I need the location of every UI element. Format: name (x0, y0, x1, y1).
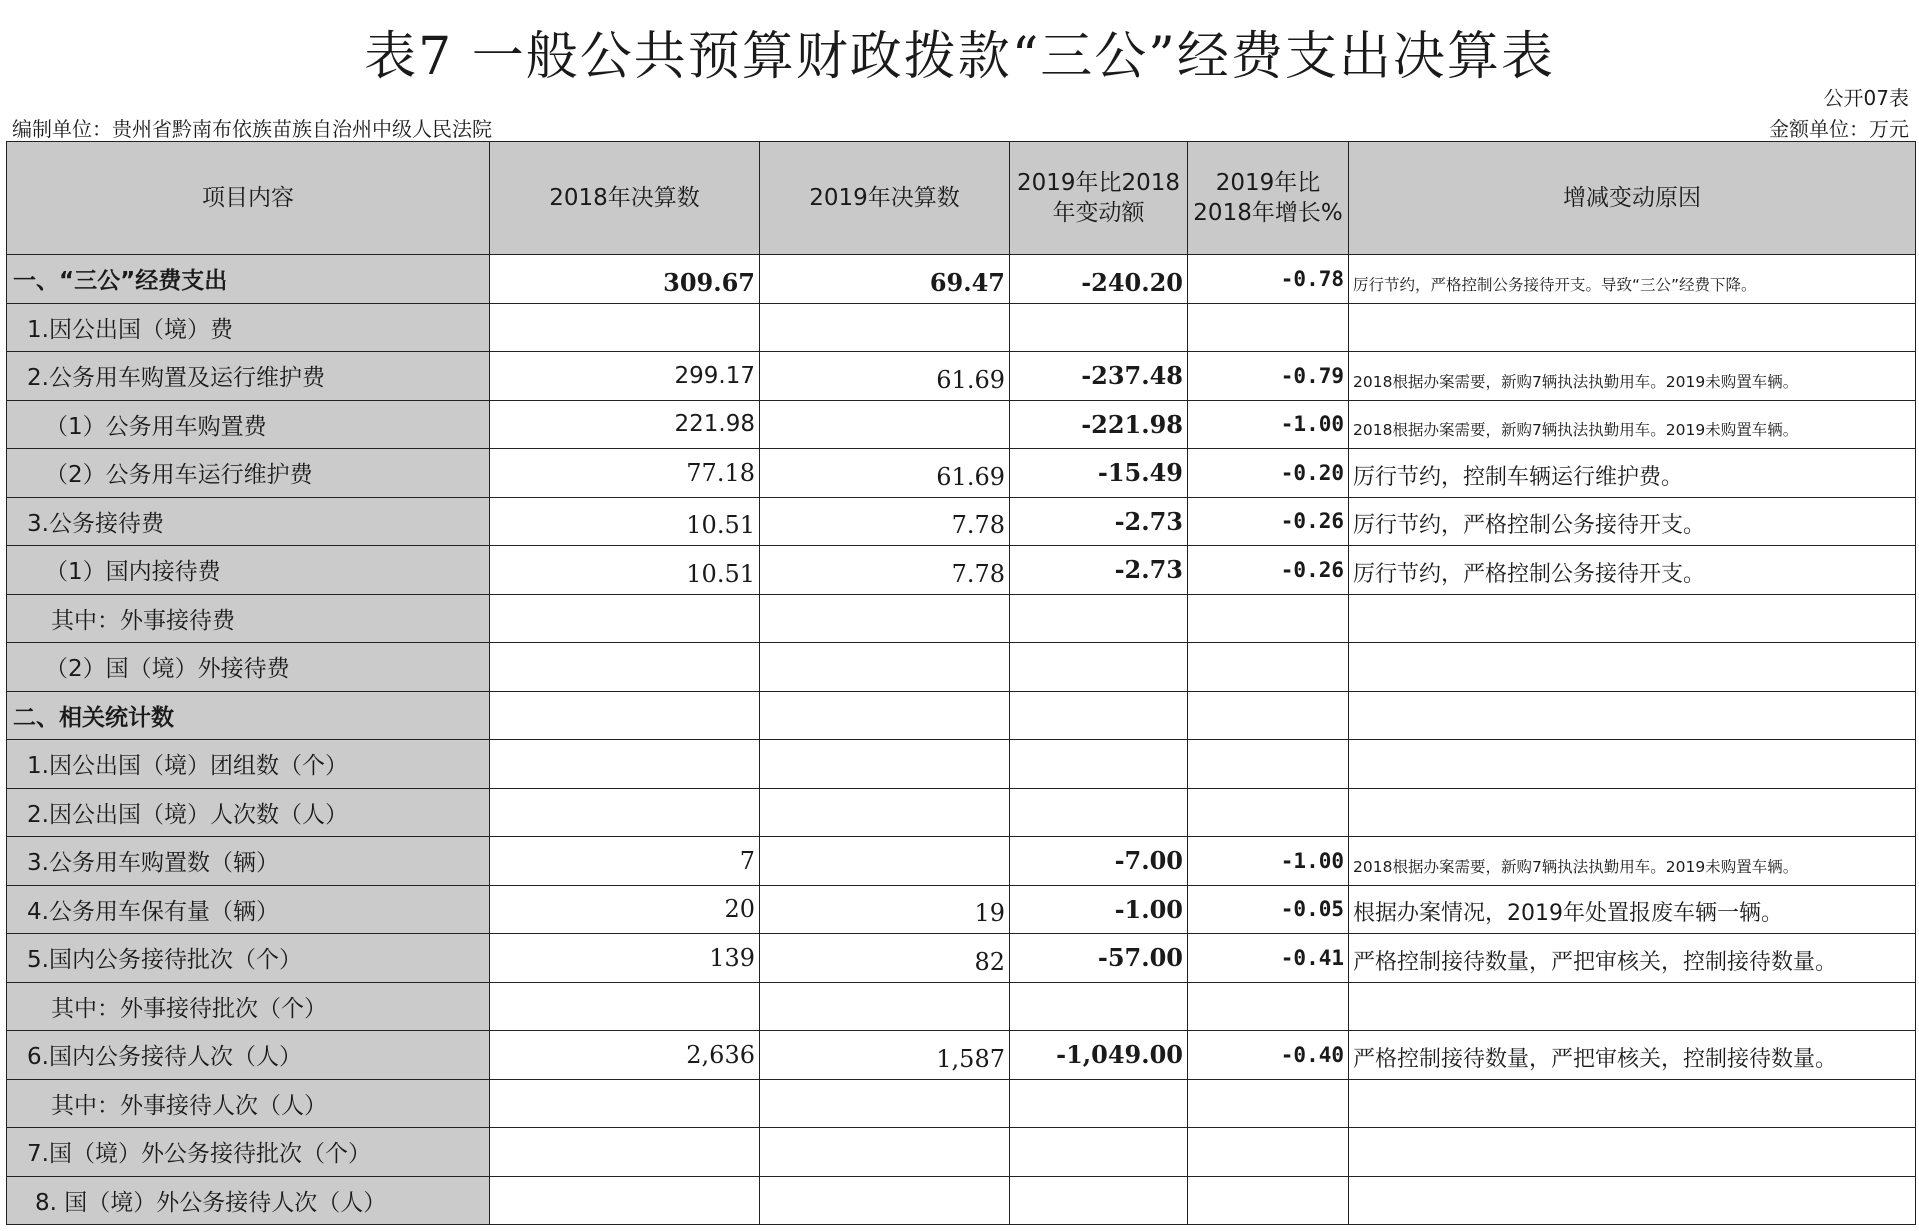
cell-change: -1,049.00 (1010, 1031, 1188, 1080)
row-item: 6.国内公务接待人次（人） (7, 1031, 490, 1080)
table-row (7, 546, 1916, 595)
cell-growth (1188, 1128, 1349, 1177)
col-header-reason: 增减变动原因 (1349, 142, 1916, 255)
cell-2019: 7.78 (760, 497, 1010, 546)
cell-change (1010, 643, 1188, 692)
cell-2018: 7 (490, 837, 760, 886)
cell-growth: -0.40 (1188, 1031, 1349, 1080)
cell-2018: 77.18 (490, 449, 760, 498)
col-header-item: 项目内容 (7, 142, 490, 255)
cell-change: -15.49 (1010, 449, 1188, 498)
table-row (7, 352, 1916, 401)
cell-2019 (760, 1176, 1010, 1225)
cell-change: -240.20 (1010, 255, 1188, 304)
table-row (7, 303, 1916, 352)
row-item: 一、“三公”经费支出 (7, 255, 490, 304)
cell-2018: 20 (490, 885, 760, 934)
cell-reason: 根据办案情况，2019年处置报废车辆一辆。 (1349, 885, 1916, 934)
cell-reason: 厉行节约，严格控制公务接待开支。 (1349, 497, 1916, 546)
table-row (7, 982, 1916, 1031)
page-title: 表7 一般公共预算财政拨款“三公”经费支出决算表 (364, 27, 1555, 87)
table-row (7, 885, 1916, 934)
cell-2018 (490, 1128, 760, 1177)
cell-reason (1349, 1176, 1916, 1225)
table-row (7, 643, 1916, 692)
cell-growth: -0.78 (1188, 255, 1349, 304)
cell-growth (1188, 788, 1349, 837)
row-item: （2）国（境）外接待费 (7, 643, 490, 692)
cell-change (1010, 788, 1188, 837)
cell-change (1010, 982, 1188, 1031)
cell-2018: 221.98 (490, 400, 760, 449)
cell-change: -7.00 (1010, 837, 1188, 886)
cell-change (1010, 1079, 1188, 1128)
table-row (7, 1079, 1916, 1128)
row-item: 8. 国（境）外公务接待人次（人） (7, 1176, 490, 1225)
row-item: （1）国内接待费 (7, 546, 490, 595)
form-number: 公开07表 (1823, 86, 1909, 110)
row-item: 3.公务用车购置数（辆） (7, 837, 490, 886)
compiling-unit: 编制单位：贵州省黔南布依族苗族自治州中级人民法院 (12, 117, 492, 141)
row-item: 2.公务用车购置及运行维护费 (7, 352, 490, 401)
cell-reason (1349, 303, 1916, 352)
cell-2018 (490, 1079, 760, 1128)
table-row (7, 691, 1916, 740)
amount-unit: 金额单位：万元 (1769, 117, 1909, 141)
row-item: 其中：外事接待费 (7, 594, 490, 643)
row-item: 7.国（境）外公务接待批次（个） (7, 1128, 490, 1177)
cell-growth: -0.20 (1188, 449, 1349, 498)
cell-reason (1349, 740, 1916, 789)
cell-reason (1349, 1128, 1916, 1177)
cell-2018 (490, 788, 760, 837)
cell-change (1010, 303, 1188, 352)
cell-change (1010, 691, 1188, 740)
cell-2019 (760, 1128, 1010, 1177)
cell-2019: 69.47 (760, 255, 1010, 304)
cell-reason: 2018根据办案需要，新购7辆执法执勤用车。2019未购置车辆。 (1349, 837, 1916, 886)
cell-2019: 19 (760, 885, 1010, 934)
col-header-change: 2019年比2018年变动额 (1010, 142, 1188, 255)
expenditure-table (6, 141, 1916, 1225)
table-row (7, 1031, 1916, 1080)
cell-reason (1349, 982, 1916, 1031)
cell-reason: 2018根据办案需要，新购7辆执法执勤用车。2019未购置车辆。 (1349, 400, 1916, 449)
cell-2019: 61.69 (760, 449, 1010, 498)
row-item: （1）公务用车购置费 (7, 400, 490, 449)
col-header-2019: 2019年决算数 (760, 142, 1010, 255)
cell-reason (1349, 691, 1916, 740)
table-row (7, 1128, 1916, 1177)
cell-2019 (760, 1079, 1010, 1128)
cell-growth (1188, 740, 1349, 789)
row-item: 4.公务用车保有量（辆） (7, 885, 490, 934)
cell-2019 (760, 982, 1010, 1031)
cell-2019 (760, 594, 1010, 643)
cell-change (1010, 1128, 1188, 1177)
cell-2018: 299.17 (490, 352, 760, 401)
cell-change (1010, 1176, 1188, 1225)
cell-2018: 139 (490, 934, 760, 983)
row-item: 其中：外事接待批次（个） (7, 982, 490, 1031)
table-row (7, 255, 1916, 304)
row-item: 1.因公出国（境）费 (7, 303, 490, 352)
cell-2018 (490, 594, 760, 643)
table-row (7, 400, 1916, 449)
row-item: （2）公务用车运行维护费 (7, 449, 490, 498)
cell-2018: 309.67 (490, 255, 760, 304)
cell-2019 (760, 740, 1010, 789)
cell-2018 (490, 982, 760, 1031)
cell-growth (1188, 982, 1349, 1031)
row-item: 5.国内公务接待批次（个） (7, 934, 490, 983)
cell-growth: -0.26 (1188, 546, 1349, 595)
table-row (7, 1176, 1916, 1225)
cell-growth (1188, 1079, 1349, 1128)
cell-growth (1188, 691, 1349, 740)
table-row (7, 497, 1916, 546)
cell-2019 (760, 303, 1010, 352)
cell-growth: -0.05 (1188, 885, 1349, 934)
cell-2018 (490, 1176, 760, 1225)
cell-2019 (760, 643, 1010, 692)
cell-reason (1349, 643, 1916, 692)
table-row (7, 594, 1916, 643)
cell-growth (1188, 1176, 1349, 1225)
cell-reason: 厉行节约，严格控制公务接待开支。 (1349, 546, 1916, 595)
cell-reason: 2018根据办案需要，新购7辆执法执勤用车。2019未购置车辆。 (1349, 352, 1916, 401)
cell-change (1010, 594, 1188, 643)
cell-2018 (490, 740, 760, 789)
cell-2018: 2,636 (490, 1031, 760, 1080)
row-item: 3.公务接待费 (7, 497, 490, 546)
cell-reason: 厉行节约，控制车辆运行维护费。 (1349, 449, 1916, 498)
cell-growth (1188, 594, 1349, 643)
cell-2018: 10.51 (490, 546, 760, 595)
row-item: 1.因公出国（境）团组数（个） (7, 740, 490, 789)
cell-change (1010, 740, 1188, 789)
cell-change: -57.00 (1010, 934, 1188, 983)
cell-growth: -1.00 (1188, 837, 1349, 886)
cell-growth: -0.79 (1188, 352, 1349, 401)
col-header-growth: 2019年比2018年增长% (1188, 142, 1349, 255)
cell-2019 (760, 400, 1010, 449)
row-item: 2.因公出国（境）人次数（人） (7, 788, 490, 837)
cell-2018 (490, 303, 760, 352)
cell-2018: 10.51 (490, 497, 760, 546)
row-item: 其中：外事接待人次（人） (7, 1079, 490, 1128)
cell-reason (1349, 1079, 1916, 1128)
cell-2019: 61.69 (760, 352, 1010, 401)
cell-growth: -0.41 (1188, 934, 1349, 983)
row-item: 二、相关统计数 (7, 691, 490, 740)
cell-2019 (760, 837, 1010, 886)
cell-reason: 厉行节约，严格控制公务接待开支。导致“三公”经费下降。 (1349, 255, 1916, 304)
cell-2019: 1,587 (760, 1031, 1010, 1080)
table-row (7, 837, 1916, 886)
cell-change: -1.00 (1010, 885, 1188, 934)
cell-change: -2.73 (1010, 546, 1188, 595)
cell-reason (1349, 594, 1916, 643)
cell-2019 (760, 788, 1010, 837)
cell-change: -237.48 (1010, 352, 1188, 401)
table-row (7, 788, 1916, 837)
cell-change: -221.98 (1010, 400, 1188, 449)
cell-growth (1188, 643, 1349, 692)
col-header-2018: 2018年决算数 (490, 142, 760, 255)
cell-reason: 严格控制接待数量，严把审核关，控制接待数量。 (1349, 934, 1916, 983)
cell-reason (1349, 788, 1916, 837)
table-header-row (7, 142, 1916, 255)
table-row (7, 740, 1916, 789)
cell-2019 (760, 691, 1010, 740)
table-row (7, 449, 1916, 498)
cell-2018 (490, 643, 760, 692)
cell-2019: 82 (760, 934, 1010, 983)
cell-2018 (490, 691, 760, 740)
cell-growth: -0.26 (1188, 497, 1349, 546)
cell-growth: -1.00 (1188, 400, 1349, 449)
cell-growth (1188, 303, 1349, 352)
table-row (7, 934, 1916, 983)
cell-change: -2.73 (1010, 497, 1188, 546)
cell-2019: 7.78 (760, 546, 1010, 595)
cell-reason: 严格控制接待数量，严把审核关，控制接待数量。 (1349, 1031, 1916, 1080)
